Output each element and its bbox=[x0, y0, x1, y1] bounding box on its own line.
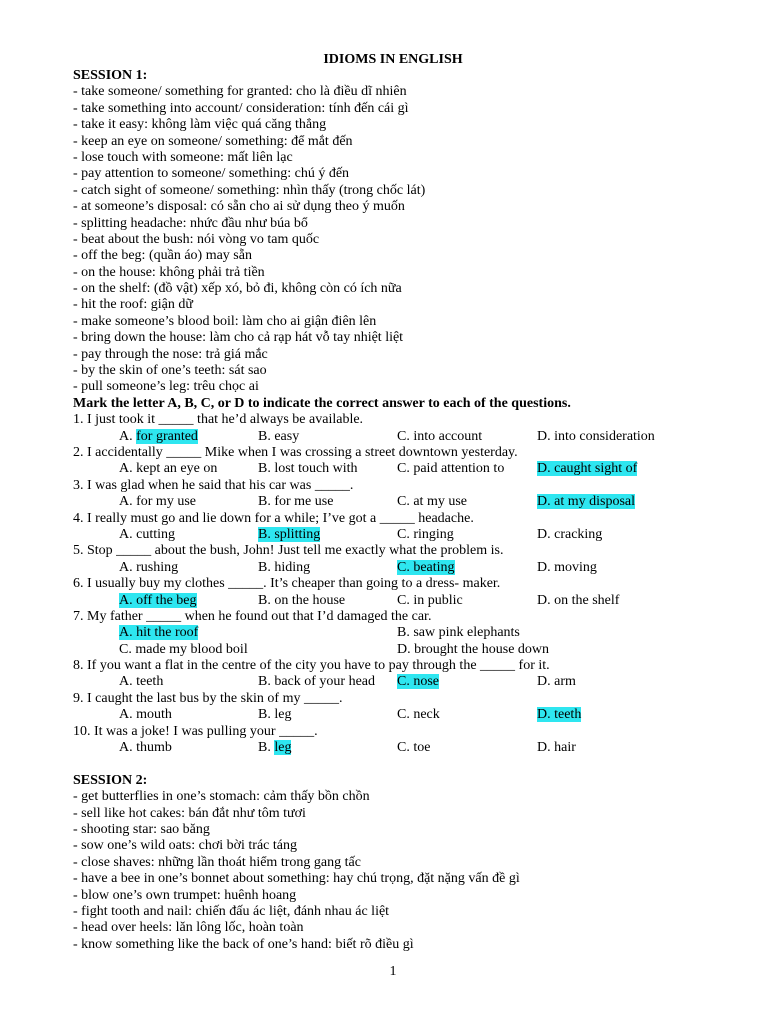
option-text: D. moving bbox=[537, 559, 597, 575]
option-text: D. on the shelf bbox=[537, 592, 620, 608]
answer-option bbox=[397, 674, 439, 690]
option-text: A. kept an eye on bbox=[119, 461, 218, 477]
document-title: IDIOMS IN ENGLISH bbox=[323, 52, 463, 67]
answer-option bbox=[397, 625, 520, 641]
answer-option bbox=[537, 494, 635, 510]
answer-option bbox=[397, 740, 430, 756]
question-text: 7. My father _____ when he found out that I’d damaged the car. bbox=[73, 608, 432, 624]
option-text: D. brought the house down bbox=[397, 641, 550, 657]
highlighted-answer: A. hit the roof bbox=[119, 625, 199, 641]
answer-options-row bbox=[73, 429, 723, 445]
question-text: 8. If you want a flat in the centre of the city you have to pay through the _____ for it. bbox=[73, 658, 550, 674]
option-text: B. lost touch with bbox=[258, 461, 358, 477]
option-text: C. in public bbox=[397, 592, 463, 608]
answer-option bbox=[537, 560, 597, 576]
answer-option bbox=[119, 740, 172, 756]
answer-option bbox=[397, 642, 549, 658]
idiom-item: - pay through the nose: trả giá mắc bbox=[73, 346, 268, 362]
answer-option bbox=[258, 494, 333, 510]
answer-options-row bbox=[73, 740, 723, 756]
option-text: B. for me use bbox=[258, 494, 334, 510]
option-text: B. hiding bbox=[258, 559, 311, 575]
answer-option bbox=[537, 674, 576, 690]
answer-option bbox=[258, 560, 310, 576]
answer-option bbox=[537, 429, 655, 445]
answer-option bbox=[258, 593, 345, 609]
answer-option bbox=[258, 429, 299, 445]
option-text: D. hair bbox=[537, 740, 576, 756]
highlighted-answer: C. beating bbox=[397, 559, 455, 575]
idiom-item: - off the beg: (quần áo) may sẵn bbox=[73, 248, 252, 264]
answer-options-row bbox=[73, 674, 723, 690]
answer-option bbox=[537, 707, 581, 723]
idiom-item: - get butterflies in one’s stomach: cảm thấy bồn chồn bbox=[73, 789, 370, 805]
idiom-item: - make someone’s blood boil: làm cho ai giận điên lên bbox=[73, 313, 377, 329]
option-prefix: A. bbox=[119, 428, 137, 444]
answer-options-row bbox=[73, 625, 723, 641]
idiom-item: - on the house: không phải trả tiền bbox=[73, 264, 265, 280]
option-text: C. at my use bbox=[397, 494, 467, 510]
idiom-item: - sell like hot cakes: bán đắt như tôm tươi bbox=[73, 805, 306, 821]
answer-option bbox=[397, 527, 454, 543]
answer-option bbox=[397, 429, 482, 445]
question-text: 1. I just took it _____ that he’d always be available. bbox=[73, 412, 364, 428]
idiom-item: - on the shelf: (đồ vật) xếp xó, bỏ đi, không còn có ích nữa bbox=[73, 281, 402, 297]
answer-option bbox=[537, 527, 602, 543]
answer-options-row bbox=[73, 494, 723, 510]
option-text: B. easy bbox=[258, 428, 300, 444]
question-text: 5. Stop _____ about the bush, John! Just tell me exactly what the problem is. bbox=[73, 543, 504, 559]
idiom-item: - splitting headache: nhức đầu như búa bổ bbox=[73, 215, 308, 231]
option-text: D. arm bbox=[537, 674, 576, 690]
page-number: 1 bbox=[389, 964, 397, 979]
idiom-item: - pull someone’s leg: trêu chọc ai bbox=[73, 379, 259, 395]
idiom-item: - bring down the house: làm cho cả rạp hát vỗ tay nhiệt liệt bbox=[73, 330, 404, 346]
answer-options-row bbox=[73, 707, 723, 723]
idiom-item: - have a bee in one’s bonnet about something: hay chú trọng, đặt nặng vấn đề gì bbox=[73, 871, 520, 887]
option-text: C. ringing bbox=[397, 526, 454, 542]
option-text: D. cracking bbox=[537, 526, 603, 542]
answer-option bbox=[119, 560, 178, 576]
answer-option bbox=[537, 740, 576, 756]
idiom-item: - blow one’s own trumpet: huênh hoang bbox=[73, 887, 297, 903]
idiom-item: - take something into account/ consideration: tính đến cái gì bbox=[73, 100, 409, 116]
document-content bbox=[73, 68, 723, 953]
question-text: 6. I usually buy my clothes _____. It’s cheaper than going to a dress- maker. bbox=[73, 576, 501, 592]
highlighted-answer: C. nose bbox=[397, 674, 439, 690]
answer-option bbox=[397, 707, 440, 723]
highlighted-answer: A. off the beg bbox=[119, 592, 197, 608]
idiom-item: - beat about the bush: nói vòng vo tam quốc bbox=[73, 231, 320, 247]
idiom-item: - know something like the back of one’s hand: biết rõ điều gì bbox=[73, 936, 414, 952]
highlighted-answer: leg bbox=[274, 740, 292, 756]
question-text: 4. I really must go and lie down for a while; I’ve got a _____ headache. bbox=[73, 510, 474, 526]
idiom-item: - hit the roof: giận dữ bbox=[73, 297, 193, 313]
session-heading: SESSION 1: bbox=[73, 68, 148, 83]
answer-option bbox=[119, 494, 196, 510]
answer-option bbox=[397, 494, 467, 510]
idiom-item: - shooting star: sao băng bbox=[73, 821, 210, 837]
highlighted-answer: B. splitting bbox=[258, 526, 321, 542]
idiom-item: - by the skin of one’s teeth: sát sao bbox=[73, 363, 267, 379]
option-text: C. neck bbox=[397, 707, 440, 723]
option-text: A. thumb bbox=[119, 740, 172, 756]
answer-options-row bbox=[73, 593, 723, 609]
answer-option bbox=[258, 674, 375, 690]
idiom-item: - catch sight of someone/ something: nhìn thấy (trong chốc lát) bbox=[73, 182, 426, 198]
highlighted-answer: D. teeth bbox=[537, 707, 582, 723]
answer-options-row bbox=[73, 560, 723, 576]
idiom-item: - keep an eye on someone/ something: để mắt đến bbox=[73, 133, 353, 149]
option-text: B. back of your head bbox=[258, 674, 376, 690]
option-text: A. for my use bbox=[119, 494, 196, 510]
exercise-instruction: Mark the letter A, B, C, or D to indicate the correct answer to each of the questions. bbox=[73, 395, 571, 411]
option-text: C. paid attention to bbox=[397, 461, 505, 477]
answer-option bbox=[537, 461, 637, 477]
idiom-item: - take it easy: không làm việc quá căng thẳng bbox=[73, 117, 327, 133]
option-text: D. into consideration bbox=[537, 428, 655, 444]
answer-option bbox=[119, 429, 198, 445]
answer-options-row bbox=[73, 461, 723, 477]
option-text: A. cutting bbox=[119, 526, 175, 542]
question-text: 9. I caught the last bus by the skin of my _____. bbox=[73, 690, 343, 706]
answer-option bbox=[119, 625, 198, 641]
option-text: A. rushing bbox=[119, 559, 179, 575]
answer-option bbox=[119, 674, 163, 690]
question-text: 10. It was a joke! I was pulling your _____. bbox=[73, 723, 318, 739]
spacer bbox=[73, 756, 723, 772]
idiom-item: - pay attention to someone/ something: chú ý đến bbox=[73, 166, 350, 182]
idiom-item: - take someone/ something for granted: cho là điều dĩ nhiên bbox=[73, 84, 407, 100]
answer-option bbox=[119, 642, 248, 658]
idiom-item: - at someone’s disposal: có sẵn cho ai sử dụng theo ý muốn bbox=[73, 199, 405, 215]
answer-option bbox=[258, 707, 291, 723]
option-text: B. leg bbox=[258, 707, 292, 723]
option-text: A. mouth bbox=[119, 707, 172, 723]
answer-option bbox=[119, 707, 172, 723]
option-text: C. toe bbox=[397, 740, 431, 756]
idiom-item: - sow one’s wild oats: chơi bời trác táng bbox=[73, 838, 297, 854]
answer-option bbox=[258, 461, 358, 477]
answer-option bbox=[397, 593, 463, 609]
option-text: C. made my blood boil bbox=[119, 641, 248, 657]
idiom-item: - close shaves: những lần thoát hiểm trong gang tấc bbox=[73, 854, 361, 870]
idiom-item: - lose touch with someone: mất liên lạc bbox=[73, 149, 293, 165]
answer-option bbox=[119, 593, 197, 609]
answer-options-row bbox=[73, 642, 723, 658]
highlighted-answer: D. caught sight of bbox=[537, 461, 638, 477]
answer-option bbox=[397, 461, 504, 477]
idiom-item: - fight tooth and nail: chiến đấu ác liệt, đánh nhau ác liệt bbox=[73, 903, 390, 919]
option-text: C. into account bbox=[397, 428, 483, 444]
question-text: 3. I was glad when he said that his car was _____. bbox=[73, 477, 354, 493]
answer-option bbox=[119, 461, 217, 477]
question-text: 2. I accidentally _____ Mike when I was crossing a street downtown yesterday. bbox=[73, 444, 518, 460]
answer-option bbox=[397, 560, 455, 576]
highlighted-answer: for granted bbox=[136, 428, 198, 444]
option-prefix: B. bbox=[258, 740, 275, 756]
answer-option bbox=[119, 527, 175, 543]
answer-option bbox=[537, 593, 619, 609]
option-text: B. saw pink elephants bbox=[397, 625, 520, 641]
answer-option bbox=[258, 527, 320, 543]
option-text: A. teeth bbox=[119, 674, 164, 690]
option-text: B. on the house bbox=[258, 592, 346, 608]
answer-options-row bbox=[73, 527, 723, 543]
highlighted-answer: D. at my disposal bbox=[537, 494, 635, 510]
answer-option bbox=[258, 740, 291, 756]
session-heading: SESSION 2: bbox=[73, 772, 148, 788]
idiom-item: - head over heels: lăn lông lốc, hoàn toàn bbox=[73, 920, 304, 936]
